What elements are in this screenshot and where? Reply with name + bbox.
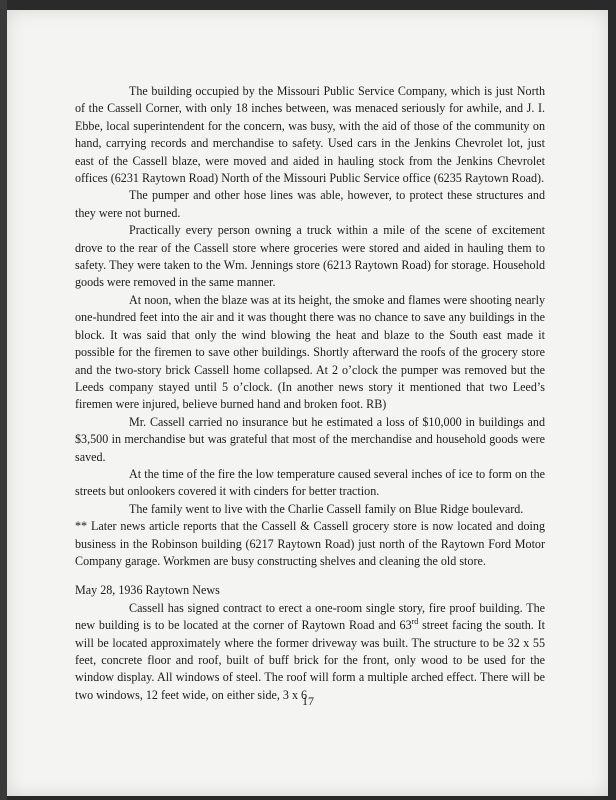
paragraph-trucks: Practically every person owning a truck within a mile of the scene of excitement drove to the rear of the Cassell store where groceries were stored and aided in hauling them to safety. They were taken to the Wm. Jennings store (6213 Raytown Road) for storage. Household goods were removed in the same manner. [75,223,545,290]
paragraph-pumper: The pumper and other hose lines was able, however, to protect these structures and they were not burned. [75,188,545,220]
paragraph-family: The family went to live with the Charlie Cassell family on Blue Ridge boulevard. [129,501,524,516]
paragraph-noon-blaze: At noon, when the blaze was at its height, the smoke and flames were shooting nearly one-hundred feet into the air and it was thought there was no chance to save any buildings in the block. It was said that only the wind blowing the heat and blaze to the South east made it possible for the firemen to save other buildings. Shortly afterward the roofs of the grocery store and the two-story brick Cassell home collapsed. At 2 o’clock the pumper was removed but the Leeds company stayed until 5 o’clock. (In another news story it mentioned that two Leed’s firemen were injured, believe burned hand and broken foot. RB) [75,292,545,412]
page-number: 17 [302,694,314,708]
paragraph-new-building [75,600,545,704]
document-body [75,83,545,704]
paragraph-ice: At the time of the fire the low temperature caused several inches of ice to form on the streets but onlookers covered it with cinders for better traction. [75,466,545,499]
new-building-text-end: street facing the south. It will be located approximately where the former driveway was built. The structure to be 32 x 55 feet, concrete floor and roof, built of buff brick for the front, only wood to be used for the window display. All windows of steel. The roof will form a multiple arched effect. There will be two windows, 12 feet wide, on either side, 3 x 6 [75,618,545,702]
paragraph-public-service: The building occupied by the Missouri Public Service Company, which is just North of the Cassell Corner, with only 18 inches between, was menaced seriously for awhile, and J. I. Ebbe, local superintendent for the concern, was busy, with the aid of those of the community on hand, carrying records and merchandise to safety. Used cars in the Jenkins Chevrolet lot, just east of the Cassell blaze, were moved and aided in hauling stock from the Jenkins Chevrolet offices (6231 Raytown Road) North of the Missouri Public Service office (6235 Raytown Road). [75,84,545,186]
paragraph-insurance: Mr. Cassell carried no insurance but he estimated a loss of $10,000 in buildings and $3,500 in merchandise but was grateful that most of the merchandise and household goods were saved. [75,414,545,464]
new-building-text-start: Cassell has signed contract to erect a one-room single story, fire proof building. The new building is to be located at the corner of Raytown Road and 63 [75,600,545,633]
binding-edge [0,0,7,800]
dateline: May 28, 1936 Raytown News [75,583,220,598]
ordinal-suffix: rd [411,617,419,627]
note-later-article: ** Later news article reports that the Cassell & Cassell grocery store is now located and doing business in the Robinson building (6217 Raytown Road) just north of the Raytown Ford Motor Company garage. Workmen are busy constructing shelves and cleaning the old store. [75,519,545,568]
